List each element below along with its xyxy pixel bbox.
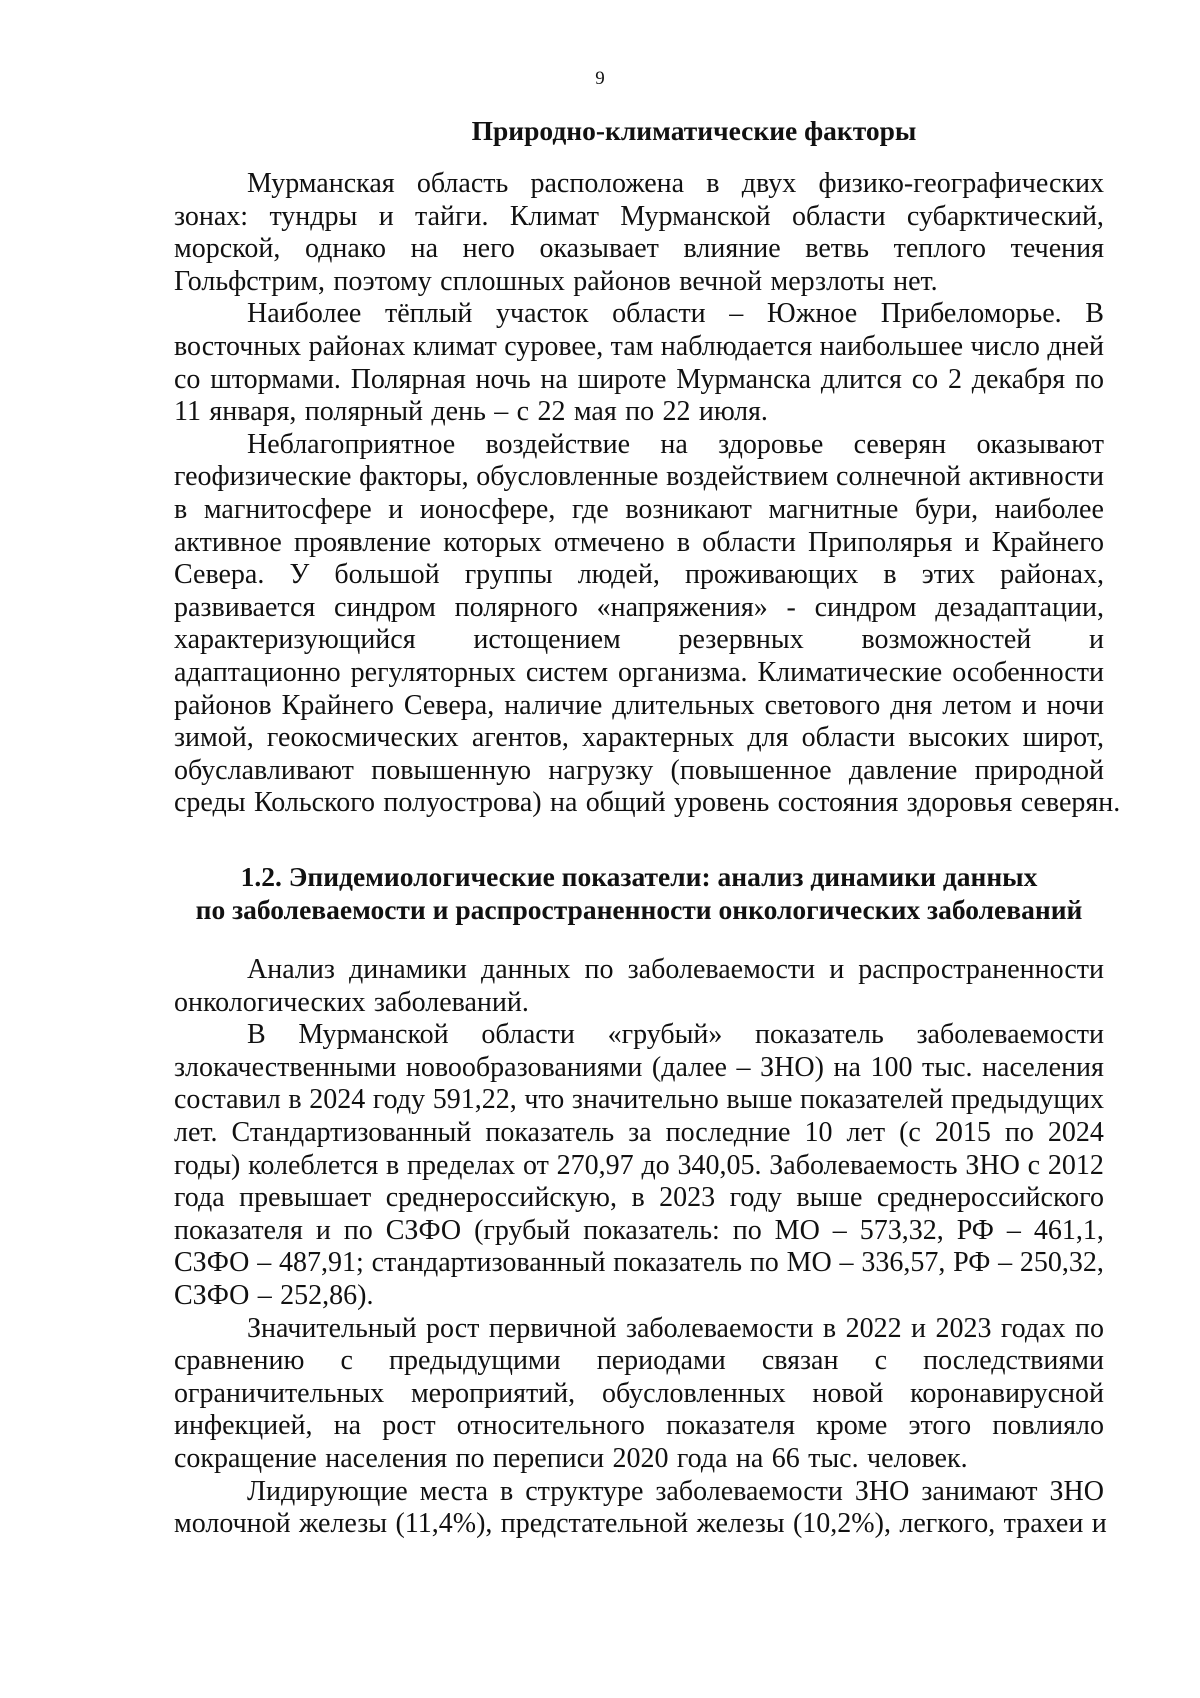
text-line: инфекцией, на рост относительного показателя кроме этого повлияло [174, 1410, 1104, 1442]
section-heading-climate: Природно-климатические факторы [471, 115, 917, 146]
text-line: в магнитосфере и ионосфере, где возникают магнитные бури, наиболее [174, 493, 1104, 525]
text-line: Севера. У большой группы людей, проживающих в этих районах, [174, 559, 1104, 591]
paragraph [174, 954, 1104, 1019]
text-line: Неблагоприятное воздействие на здоровье северян оказывают [247, 428, 1104, 460]
heading-line-2: по заболеваемости и распространенности онкологических заболеваний [195, 893, 1083, 925]
text-line: Значительный рост первичной заболеваемости в 2022 и 2023 годах по [247, 1312, 1104, 1344]
text-line: среды Кольского полуострова) на общий уровень состояния здоровья северян. [174, 787, 1121, 819]
page-number: 9 [595, 68, 605, 89]
text-line: восточных районах климат суровее, там наблюдается наибольшее число дней [174, 330, 1104, 362]
text-line: со штормами. Полярная ночь на широте Мурманска длится со 2 декабря по [174, 363, 1104, 395]
text-line: В Мурманской области «грубый» показатель заболеваемости [247, 1019, 1104, 1051]
text-line: морской, однако на него оказывает влияние ветвь теплого течения [174, 233, 1104, 265]
text-line: обуславливают повышенную нагрузку (повышенное давление природной [174, 754, 1104, 786]
text-line: злокачественными новообразованиями (далее – ЗНО) на 100 тыс. населения [174, 1051, 1104, 1083]
paragraph [174, 1313, 1104, 1476]
paragraph [174, 1019, 1104, 1312]
paragraph [174, 298, 1104, 428]
text-line: онкологических заболеваний. [174, 986, 529, 1018]
text-line: адаптационно регуляторных систем организма. Климатические особенности [174, 656, 1104, 688]
text-line: геофизические факторы, обусловленные воздействием солнечной активности [174, 461, 1104, 493]
text-line: развивается синдром полярного «напряжения» - синдром дезадаптации, [174, 591, 1104, 623]
text-line: молочной железы (11,4%), предстательной железы (10,2%), легкого, трахеи и [174, 1508, 1107, 1540]
text-line: составил в 2024 году 591,22, что значительно выше показателей предыдущих [174, 1084, 1104, 1116]
text-line: зимой, геокосмических агентов, характерных для области высоких широт, [174, 722, 1104, 754]
paragraph [174, 168, 1104, 298]
text-line: годы) колеблется в пределах от 270,97 до 340,05. Заболеваемость ЗНО с 2012 [174, 1149, 1104, 1181]
text-line: Лидирующие места в структуре заболеваемости ЗНО занимают ЗНО [247, 1475, 1104, 1507]
text-line: характеризующийся истощением резервных возможностей и [174, 624, 1104, 656]
text-line: лет. Стандартизованный показатель за последние 10 лет (с 2015 по 2024 [174, 1116, 1104, 1148]
text-line: сокращение населения по переписи 2020 года на 66 тыс. человек. [174, 1442, 968, 1474]
text-line: Анализ динамики данных по заболеваемости и распространенности [247, 954, 1104, 985]
text-line: Гольфстрим, поэтому сплошных районов вечной мерзлоты нет. [174, 265, 938, 297]
text-line: ограничительных мероприятий, обусловленных новой коронавирусной [174, 1377, 1104, 1409]
section-epidemiology-body [174, 954, 1107, 1541]
text-line: Наиболее тёплый участок области – Южное Прибеломорье. В [247, 298, 1104, 330]
paragraph [174, 1475, 1107, 1541]
text-line: СЗФО – 252,86). [174, 1279, 374, 1311]
text-line: Мурманская область расположена в двух физико-географических [247, 168, 1104, 199]
text-line: зонах: тундры и тайги. Климат Мурманской области субарктический, [174, 200, 1104, 232]
section-heading-epidemiology [174, 861, 1104, 926]
text-line: 11 января, полярный день – с 22 мая по 22 июля. [174, 396, 768, 428]
text-line: года превышает среднероссийскую, в 2023 году выше среднероссийского [174, 1182, 1104, 1214]
heading-line-1: 1.2. Эпидемиологические показатели: анализ динамики данных [240, 861, 1038, 892]
text-line: показателя и по СЗФО (грубый показатель: по МО – 573,32, РФ – 461,1, [174, 1214, 1104, 1246]
text-line: СЗФО – 487,91; стандартизованный показатель по МО – 336,57, РФ – 250,32, [174, 1247, 1104, 1279]
text-line: активное проявление которых отмечено в области Приполярья и Крайнего [174, 526, 1104, 558]
text-line: сравнению с предыдущими периодами связан с последствиями [174, 1345, 1104, 1377]
paragraph [174, 428, 1121, 820]
section-climate-body [174, 168, 1121, 820]
text-line: районов Крайнего Севера, наличие длительных светового дня летом и ночи [174, 689, 1104, 721]
